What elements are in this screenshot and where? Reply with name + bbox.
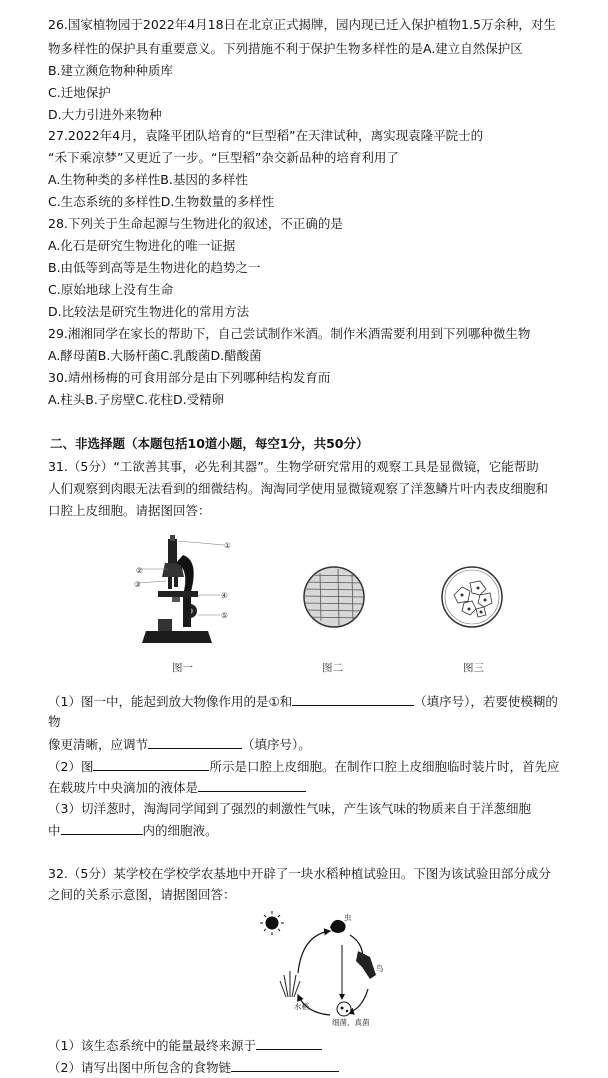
q31-part2-line1 (48, 758, 559, 775)
label-2: ② (136, 566, 143, 575)
line-q26-option-d: D.大力引进外来物种 (48, 107, 162, 122)
onion-cells-figure (302, 565, 366, 629)
figure-1-caption: 图一 (172, 662, 193, 674)
q31-part1-text-d: （填序号）。 (242, 737, 311, 752)
line-q31-c: 口腔上皮细胞。请据图回答： (48, 503, 211, 518)
q31-part1-line3 (48, 736, 311, 753)
line-q26-option-c: C.迁地保护 (48, 85, 111, 100)
line-q28-option-d: D.比较法是研究生物进化的常用方法 (48, 304, 250, 319)
q31-part1-text-b: （填序号），若要使模糊的 (414, 694, 558, 709)
line-q28-option-c: C.原始地球上没有生命 (48, 282, 174, 297)
q32-part1-text: （1）该生态系统中的能量最终来源于 (48, 1038, 256, 1053)
q31-part2-blank-a[interactable] (93, 758, 209, 771)
q31-part1-blank-a[interactable] (292, 693, 414, 706)
line-q26-b: 物多样性的保护具有重要意义。下列措施不利于保护生物多样性的是A.建立自然保护区 (48, 41, 523, 56)
q31-part3-text-b: 内的细胞液。 (142, 823, 218, 838)
line-q29: 29.湘湘同学在家长的帮助下，自己尝试制作米酒。制作米酒需要利用到下列哪种微生物 (48, 326, 531, 341)
q31-part3-blank[interactable] (61, 822, 143, 835)
line-q30: 30.靖州杨梅的可食用部分是由下列哪种结构发育而 (48, 370, 331, 385)
line-q31-b: 人们观察到肉眼无法看到的细微结构。淘淘同学使用显微镜观察了洋葱鳞片叶内表皮细胞和 (48, 481, 549, 496)
q31-part2-text-c: 在载玻片中央滴加的液体是 (48, 780, 199, 795)
q32-part1-line (48, 1037, 322, 1054)
eco-label-bird: 鸟 (376, 964, 384, 973)
line-q28: 28.下列关于生命起源与生物进化的叙述，不正确的是 (48, 216, 343, 231)
q31-part2-text-b: 所示是口腔上皮细胞。在制作口腔上皮细胞临时装片时，首先应 (209, 759, 560, 774)
line-q30-options: A.柱头B.子房壁C.花柱D.受精卵 (48, 392, 225, 407)
section-heading: 二、非选择题（本题包括10道小题，每空1分，共50分） (50, 436, 369, 451)
line-q32-b: 之间的关系示意图，请据图回答： (48, 887, 236, 902)
q32-part1-blank[interactable] (256, 1037, 322, 1050)
q32-part2-line (48, 1059, 339, 1076)
eco-label-rice: 水稻 (294, 1002, 309, 1011)
label-1: ① (224, 541, 231, 550)
bird-icon (356, 951, 376, 979)
q31-part3-line1: （3）切洋葱时，淘淘同学闻到了强烈的刺激性气味，产生该气味的物质来自于洋葱细胞 (48, 801, 531, 816)
q31-part3-line2 (48, 822, 218, 839)
q32-part2-text: （2）请写出图中所包含的食物链 (48, 1060, 231, 1075)
q31-part2-line2 (48, 779, 306, 796)
label-5: ⑤ (221, 611, 228, 620)
decomposer-icon (337, 1002, 351, 1016)
line-q27-options-ab: A.生物种类的多样性B.基因的多样性 (48, 172, 248, 187)
line-q28-option-a: A.化石是研究生物进化的唯一证据 (48, 238, 236, 253)
rice-icon (280, 971, 300, 997)
figure-2-caption: 图二 (322, 662, 343, 674)
label-4: ④ (221, 591, 228, 600)
line-q27-a: 27.2022年4月，袁隆平团队培育的“巨型稻”在天津试种，离实现袁隆平院士的 (48, 128, 484, 143)
line-q29-options: A.酵母菌B.大肠杆菌C.乳酸菌D.醋酸菌 (48, 348, 262, 363)
eco-label-insect: 虫 (344, 913, 352, 922)
q31-part1-text-c: 像更清晰，应调节 (48, 737, 149, 752)
q31-part1-blank-b[interactable] (148, 736, 242, 749)
line-q31-a: 31.（5分）“工欲善其事，必先利其器”。生物学研究常用的观察工具是显微镜，它能帮助 (48, 459, 539, 474)
line-q27-options-cd: C.生态系统的多样性D.生物数量的多样性 (48, 194, 275, 209)
q31-part3-text-a: 中 (48, 823, 61, 838)
line-q26-option-b: B.建立濒危物种种质库 (48, 63, 174, 78)
line-q32-a: 32.（5分）某学校在学校学农基地中开辟了一块水稻种植试验田。下图为该试验田部分成分 (48, 866, 551, 881)
q31-part1-line2: 物 (48, 714, 61, 729)
q31-part2-blank-b[interactable] (198, 779, 306, 792)
sun-icon (260, 911, 284, 935)
line-q28-option-b: B.由低等到高等是生物进化的趋势之一 (48, 260, 261, 275)
figure-3-caption: 图三 (463, 662, 484, 674)
q31-part1-line1 (48, 693, 558, 710)
label-3: ③ (134, 580, 141, 589)
line-q26-a: 26.国家植物园于2022年4月18日在北京正式揭牌，园内现已迁入保护植物1.5万余种，对生 (48, 17, 556, 32)
oral-cells-figure (440, 565, 504, 629)
q31-part2-text-a: （2）图 (48, 759, 94, 774)
eco-label-decomposer: 细菌、真菌 (332, 1018, 370, 1027)
q32-part2-blank[interactable] (231, 1059, 339, 1072)
line-q27-b: “禾下乘凉梦”又更近了一步。“巨型稻”杂交新品种的培育利用了 (48, 150, 399, 165)
q31-part1-text-a: （1）图一中，能起到放大物像作用的是①和 (48, 694, 293, 709)
